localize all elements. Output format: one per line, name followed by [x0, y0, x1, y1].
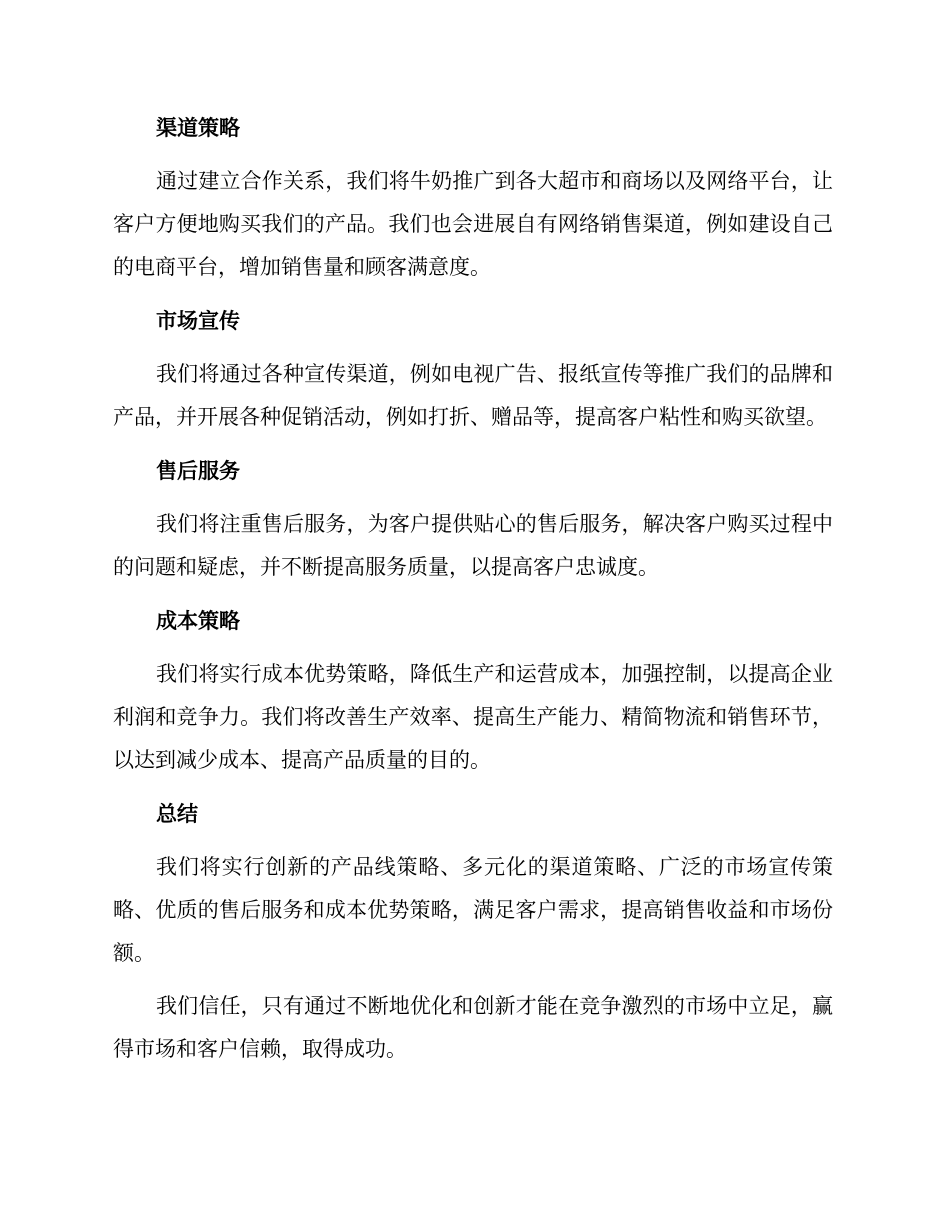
- section-heading-summary: 总结: [156, 802, 198, 826]
- section-paragraph: 我们将注重售后服务，为客户提供贴心的售后服务，解决客户购买过程中的问题和疑虑，并不断提高服务质量，以提高客户忠诚度。: [113, 512, 833, 579]
- section-paragraph: 我们将通过各种宣传渠道，例如电视广告、报纸宣传等推广我们的品牌和产品，并开展各种促销活动，例如打折、赠品等，提高客户粘性和购买欲望。: [113, 362, 833, 429]
- section-heading-channel-strategy: 渠道策略: [156, 116, 240, 140]
- section-paragraph: 我们信任，只有通过不断地优化和创新才能在竞争激烈的市场中立足，赢得市场和客户信赖，取得成功。: [113, 994, 833, 1061]
- document-body: [113, 106, 833, 1081]
- section-heading-after-sales-service: 售后服务: [156, 459, 240, 483]
- section-heading-cost-strategy: 成本策略: [156, 609, 240, 633]
- section-paragraph: 我们将实行成本优势策略，降低生产和运营成本，加强控制，以提高企业利润和竞争力。我们将改善生产效率、提高生产能力、精简物流和销售环节，以达到减少成本、提高产品质量的目的。: [113, 662, 833, 772]
- section-paragraph: 通过建立合作关系，我们将牛奶推广到各大超市和商场以及网络平台，让客户方便地购买我们的产品。我们也会进展自有网络销售渠道，例如建设自己的电商平台，增加销售量和顾客满意度。: [113, 169, 833, 279]
- section-heading-market-promotion: 市场宣传: [156, 309, 240, 333]
- section-paragraph: 我们将实行创新的产品线策略、多元化的渠道策略、广泛的市场宣传策略、优质的售后服务和成本优势策略，满足客户需求，提高销售收益和市场份额。: [113, 855, 833, 965]
